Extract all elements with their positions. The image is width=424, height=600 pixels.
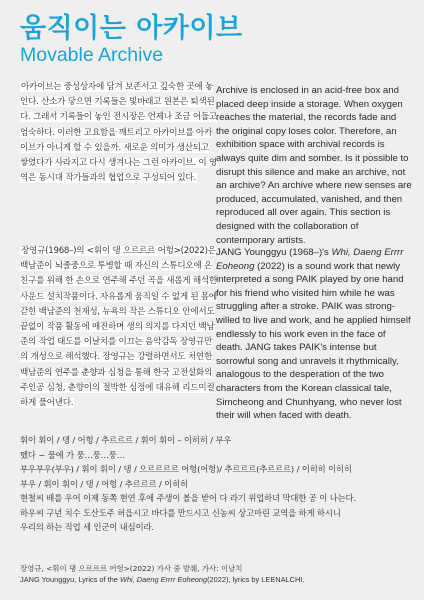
lyrics-line: 하우씨 구년 치수 도산도주 허읍시고 바다를 만드시고 신농씨 상고마린 교역을 하게 하시니 bbox=[20, 507, 341, 518]
intro-text-korean bbox=[20, 80, 218, 186]
intro-text-english: Archive is enclosed in an acid-free box and placed deep inside a storage. When oxygen reaches the material, the records fade and the original copy loses color. Therefore, an exhibition space with archival records is always quite dim and somber. Is it possible to disrupt this silence and make an archive, not an archive? An archive where new senses are produced, accumulated, vanished, and then reproduced all over again. This section is designed with the collaboration of contemporary artists. bbox=[216, 85, 412, 246]
lyrics-excerpt bbox=[20, 433, 412, 535]
caption-english-prefix: JANG Younggyu, Lyrics of the bbox=[20, 575, 120, 585]
lyrics-line: 우리의 하는 직업 세 인군이 내심이라. bbox=[20, 522, 154, 532]
lyrics-line: 현철씨 배를 우어 이제 동쪽 현연 후에 주생이 볼을 받어 다 라기 위업하녀 막대한 공 이 나는다. bbox=[20, 493, 356, 503]
lyrics-line: 부우부우(부우) / 휘이 휘이 / 댕 / 으르르르르 어헝(어헝)/ 추르르르(추르르르) / 이히히 이히히 bbox=[20, 464, 352, 474]
page-title-english: Movable Archive bbox=[20, 44, 164, 66]
lyrics-caption bbox=[20, 563, 412, 585]
lyrics-line: 뗐다 ~ 물에 가 풍…풍…풍… bbox=[20, 449, 125, 460]
work-text-english-rest: (2022) is a sound work that newly interpreted a song PAIK played by one hand for his friend who visited him while he was struggling after a stroke. PAIK was strong-willed to live and work, and he applied himself endlessly to his work even in the face of death. JANG takes PAIK's intense but sorrowful song and unravels it rhythmically, analogous to the desperation of the two characters from the Korean classical tale, Simcheong and Chunhyang, who never lost their will when faced with death. bbox=[216, 260, 411, 422]
work-text-english-prefix: JANG Younggyu (1968–)'s bbox=[216, 247, 332, 258]
work-title-english: Whi, Daeng Errrr Eoheong bbox=[216, 247, 404, 272]
caption-english bbox=[20, 574, 412, 585]
intro-text-korean-body: 아카이브는 중성상자에 담겨 보존서고 깊숙한 곳에 놓인다. 산소가 닿으면 기록들은 빛바래고 원본은 퇴색된다. 그래서 기록들이 놓인 전시장은 언제나 조금 어둡고 엄숙하다. 이러한 고요함을 깨트리고 아카이브를 아카이브가 아니게 할 수 있을까. 새로운 의미가 생산되고 쌓였다가 사라지고 다시 생겨나는 그런 아카이브. 이 영역은 동시대 작가들과의 협업으로 구성되어 있다. bbox=[20, 82, 217, 184]
caption-korean: 장영규, <휘이 댕 으르르르 어헝>(2022) 가사 중 발췌, 가사: 이날치 bbox=[20, 564, 243, 573]
lyrics-line: 휘이 휘이 / 댕 / 어헝 / 추르르르 / 휘이 휘이 – 이히히 / 부우 bbox=[20, 435, 232, 445]
caption-work-title: Whi, Daeng Errrr Eoheong bbox=[119, 575, 208, 585]
work-text-english bbox=[216, 246, 412, 423]
page-title-korean: 움직이는 아카이브 bbox=[20, 13, 243, 44]
work-text-korean bbox=[20, 244, 218, 411]
caption-english-rest: (2022), lyrics by LEENALCHI. bbox=[207, 575, 305, 585]
work-text-korean-body: 장영규(1968–)의 <휘이 댕 으르르르 어헝>(2022)은 백남준이 뇌졸중으로 투병할 때 자신의 스튜디오에 온 친구를 위해 한 손으로 연주해 주던 곡을 새롭게 해석한 사운드 설치작품이다. 자유롭게 움직일 수 없게 된 몸에 갇힌 백남준의 천재성, 뉴욕의 작은 스튜디오 안에서도 끝없이 작품 활동에 매진하며 생의 의지를 다지던 백남준의 작업 태도를 이날치를 이끄는 음악감독 장영규만의 개성으로 해석했다. 장영규는 강렬하면서도 처연한 백남준의 연주를 춘향과 심청을 통해 한국 고전설화의 주인공 심청, 춘향이의 절박한 심정에 대유해 리드미컬하게 풀어낸다. bbox=[20, 246, 217, 409]
lyrics-line: 부우 / 휘이 휘이 / 댕 / 어헝 / 추르르르 / 이히히 bbox=[20, 478, 189, 489]
